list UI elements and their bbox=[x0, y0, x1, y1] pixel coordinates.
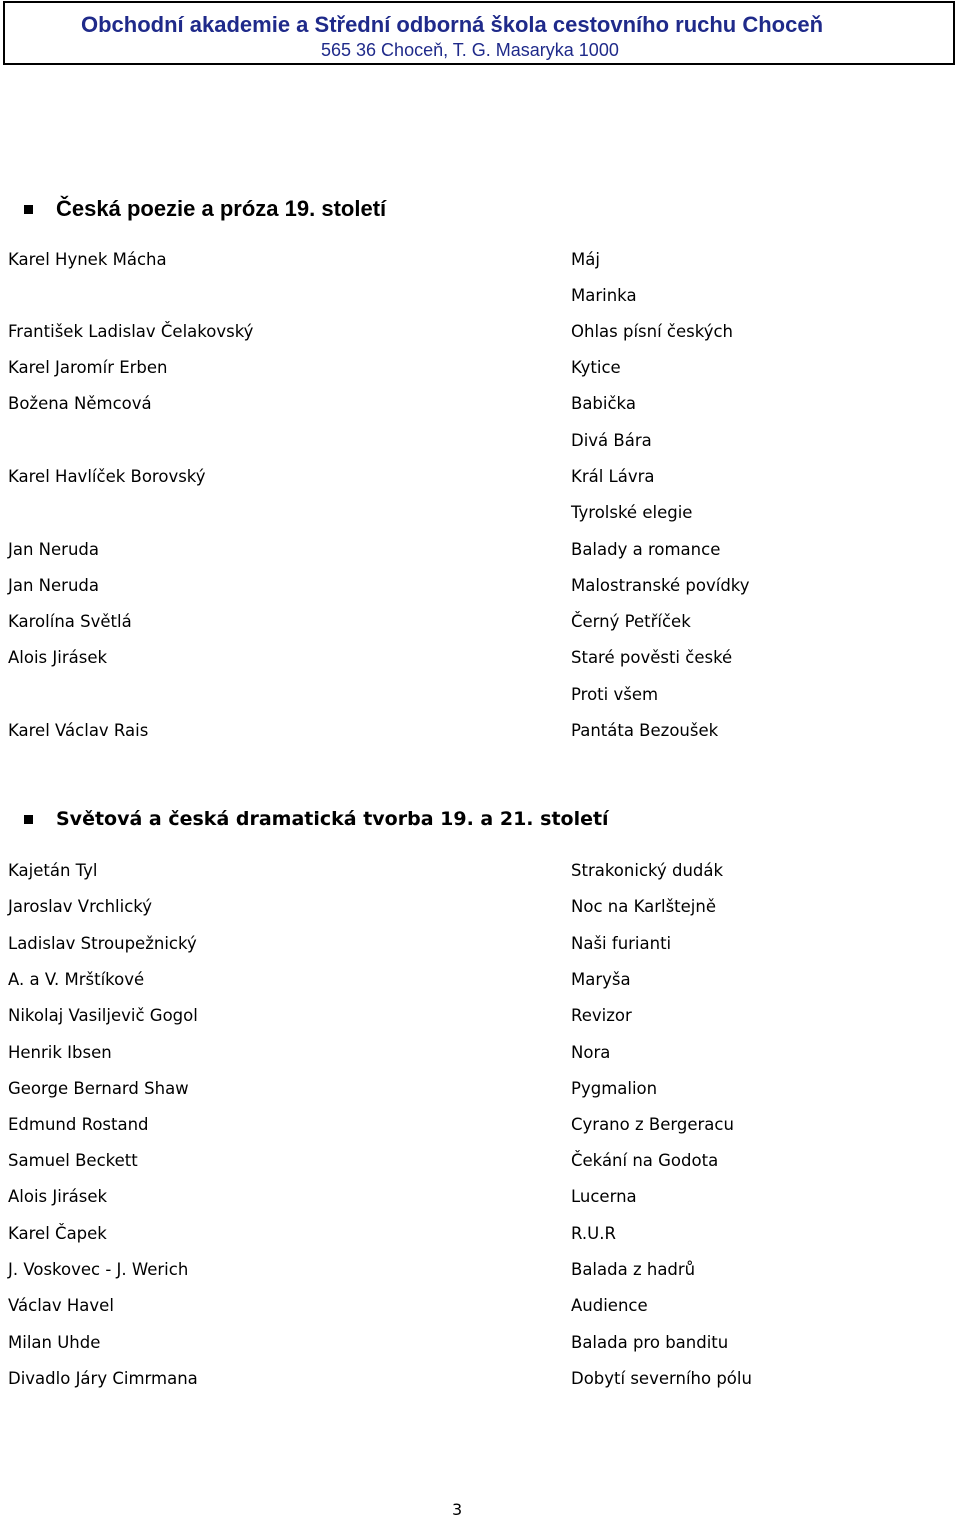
author-name: Jan Neruda bbox=[8, 576, 99, 595]
author-name: František Ladislav Čelakovský bbox=[8, 322, 254, 341]
work-title: Čekání na Godota bbox=[571, 1151, 719, 1170]
work-title: Divá Bára bbox=[571, 431, 652, 450]
list-item bbox=[8, 644, 948, 674]
list-item bbox=[8, 354, 948, 384]
work-title: Audience bbox=[571, 1296, 648, 1315]
work-title: Cyrano z Bergeracu bbox=[571, 1115, 734, 1134]
list-item bbox=[8, 966, 948, 996]
list-item bbox=[8, 499, 948, 529]
author-name: Kajetán Tyl bbox=[8, 861, 98, 880]
list-item bbox=[8, 390, 948, 420]
author-name: A. a V. Mrštíkové bbox=[8, 970, 145, 989]
work-title: Balada z hadrů bbox=[571, 1260, 696, 1279]
author-name: Karel Čapek bbox=[8, 1224, 107, 1243]
work-title: Pygmalion bbox=[571, 1079, 658, 1098]
list-item bbox=[8, 608, 948, 638]
list-item bbox=[8, 930, 948, 960]
list-item bbox=[8, 1111, 948, 1141]
work-title: Nora bbox=[571, 1043, 611, 1062]
author-name: Božena Němcová bbox=[8, 394, 152, 413]
work-title: Černý Petříček bbox=[571, 612, 691, 631]
list-item bbox=[8, 282, 948, 312]
work-title: Dobytí severního pólu bbox=[571, 1369, 752, 1388]
author-name: Václav Havel bbox=[8, 1296, 114, 1315]
author-name: Edmund Rostand bbox=[8, 1115, 149, 1134]
work-title: Lucerna bbox=[571, 1187, 637, 1206]
work-title: Král Lávra bbox=[571, 467, 655, 486]
list-item bbox=[8, 536, 948, 566]
list-item bbox=[8, 1365, 948, 1395]
list-item bbox=[8, 893, 948, 923]
work-title: Maryša bbox=[571, 970, 631, 989]
work-title: Staré pověsti české bbox=[571, 648, 733, 667]
work-title: Tyrolské elegie bbox=[571, 503, 693, 522]
list-item bbox=[8, 463, 948, 493]
author-name: Nikolaj Vasiljevič Gogol bbox=[8, 1006, 198, 1025]
author-name: Karel Václav Rais bbox=[8, 721, 149, 740]
author-name: J. Voskovec - J. Werich bbox=[8, 1260, 189, 1279]
list-item bbox=[8, 1329, 948, 1359]
list-item bbox=[8, 572, 948, 602]
work-title: R.U.R bbox=[571, 1224, 616, 1243]
author-name: Karel Jaromír Erben bbox=[8, 358, 168, 377]
list-item bbox=[8, 427, 948, 457]
list-item bbox=[8, 1256, 948, 1286]
author-name: Alois Jirásek bbox=[8, 1187, 108, 1206]
list-item bbox=[8, 1039, 948, 1069]
list-item bbox=[8, 681, 948, 711]
section-title-text: Česká poezie a próza 19. století bbox=[56, 196, 387, 221]
author-name: Samuel Beckett bbox=[8, 1151, 138, 1170]
work-title: Revizor bbox=[571, 1006, 632, 1025]
work-title: Marinka bbox=[571, 286, 637, 305]
author-name: Divadlo Járy Cimrmana bbox=[8, 1369, 198, 1388]
work-title: Malostranské povídky bbox=[571, 576, 750, 595]
section-title-text: Světová a česká dramatická tvorba 19. a 21. století bbox=[56, 808, 609, 830]
list-item bbox=[8, 1075, 948, 1105]
school-address: 565 36 Choceň, T. G. Masaryka 1000 bbox=[321, 40, 619, 60]
school-name: Obchodní akademie a Střední odborná škola cestovního ruchu Choceň bbox=[81, 12, 824, 37]
author-name: Karel Havlíček Borovský bbox=[8, 467, 206, 486]
work-title: Ohlas písní českých bbox=[571, 322, 734, 341]
author-name: Alois Jirásek bbox=[8, 648, 108, 667]
list-item bbox=[8, 246, 948, 276]
section-title-drama bbox=[24, 805, 609, 833]
work-title: Máj bbox=[571, 250, 600, 269]
work-title: Strakonický dudák bbox=[571, 861, 724, 880]
work-title: Kytice bbox=[571, 358, 621, 377]
list-item bbox=[8, 717, 948, 747]
author-name: Jaroslav Vrchlický bbox=[8, 897, 153, 916]
work-title: Noc na Karlštejně bbox=[571, 897, 716, 916]
work-title: Balada pro banditu bbox=[571, 1333, 729, 1352]
author-name: Ladislav Stroupežnický bbox=[8, 934, 197, 953]
list-item bbox=[8, 1292, 948, 1322]
work-title: Balady a romance bbox=[571, 540, 721, 559]
work-title: Naši furianti bbox=[571, 934, 672, 953]
author-name: Milan Uhde bbox=[8, 1333, 101, 1352]
work-title: Babička bbox=[571, 394, 636, 413]
author-name: Karel Hynek Mácha bbox=[8, 250, 167, 269]
square-bullet-icon bbox=[24, 205, 33, 214]
square-bullet-icon bbox=[24, 815, 33, 824]
page-number: 3 bbox=[452, 1500, 463, 1519]
list-item bbox=[8, 318, 948, 348]
author-name: Jan Neruda bbox=[8, 540, 99, 559]
work-title: Pantáta Bezoušek bbox=[571, 721, 719, 740]
work-title: Proti všem bbox=[571, 685, 659, 704]
document-header bbox=[3, 1, 955, 65]
author-name: Karolína Světlá bbox=[8, 612, 132, 631]
list-item bbox=[8, 1002, 948, 1032]
list-item bbox=[8, 1147, 948, 1177]
list-item bbox=[8, 1183, 948, 1213]
section-title-poetry-prose bbox=[24, 195, 386, 223]
author-name: George Bernard Shaw bbox=[8, 1079, 189, 1098]
list-item bbox=[8, 857, 948, 887]
list-item bbox=[8, 1220, 948, 1250]
author-name: Henrik Ibsen bbox=[8, 1043, 112, 1062]
